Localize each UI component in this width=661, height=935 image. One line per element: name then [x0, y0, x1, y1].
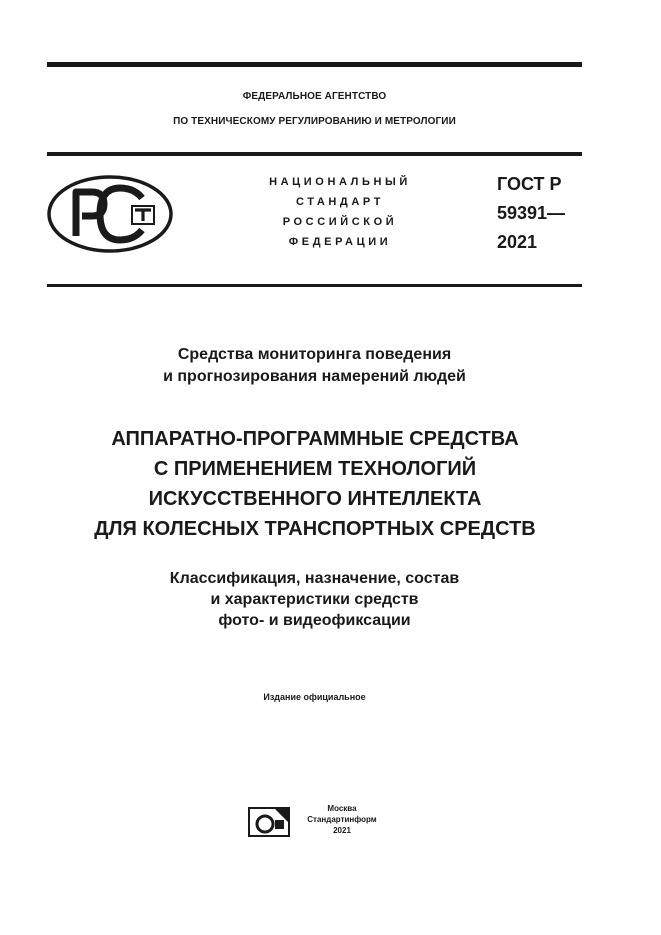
gost-line-2: 59391— — [497, 203, 566, 223]
publisher-name: Стандартинформ — [307, 815, 377, 824]
main-title-line-3: ИСКУССТВЕННОГО ИНТЕЛЛЕКТА — [148, 488, 482, 510]
standartinform-logo-icon — [248, 807, 290, 837]
national-line-2: СТАНДАРТ — [295, 196, 385, 208]
publisher-imprint — [302, 803, 382, 836]
publisher-city: Москва — [327, 804, 357, 813]
gost-line-3: 2021 — [497, 232, 538, 252]
supertitle-line-2: и прогнозирования намерений людей — [163, 368, 466, 385]
top-rule — [47, 62, 582, 67]
main-title-line-1: АППАРАТНО-ПРОГРАММНЫЕ СРЕДСТВА — [111, 428, 519, 450]
supertitle — [47, 344, 582, 388]
national-line-1: НАЦИОНАЛЬНЫЙ — [269, 176, 411, 188]
subtitle-line-3: фото- и видеофиксации — [218, 612, 411, 629]
edition-label: Издание официальное — [263, 692, 366, 702]
supertitle-line-1: Средства мониторинга поведения — [177, 346, 452, 363]
main-title-line-2: С ПРИМЕНЕНИЕМ ТЕХНОЛОГИЙ — [153, 458, 477, 480]
bottom-rule — [47, 284, 582, 287]
subtitle — [47, 568, 582, 631]
rst-emblem-icon — [46, 174, 174, 254]
national-line-3: РОССИЙСКОЙ — [282, 216, 398, 228]
agency-line-2: ПО ТЕХНИЧЕСКОМУ РЕГУЛИРОВАНИЮ И МЕТРОЛОГИИ — [173, 116, 456, 127]
national-standard-label — [240, 172, 440, 252]
subtitle-line-2: и характеристики средств — [210, 591, 419, 608]
main-title-line-4: ДЛЯ КОЛЕСНЫХ ТРАНСПОРТНЫХ СРЕДСТВ — [94, 518, 536, 540]
gost-number — [497, 170, 565, 257]
agency-line-1: ФЕДЕРАЛЬНОЕ АГЕНТСТВО — [242, 91, 387, 102]
middle-rule — [47, 152, 582, 156]
gost-line-1: ГОСТ Р — [497, 174, 562, 194]
publisher-year: 2021 — [333, 826, 351, 835]
main-title — [20, 424, 610, 544]
national-line-4: ФЕДЕРАЦИИ — [288, 236, 392, 248]
subtitle-line-1: Классификация, назначение, состав — [169, 570, 460, 587]
